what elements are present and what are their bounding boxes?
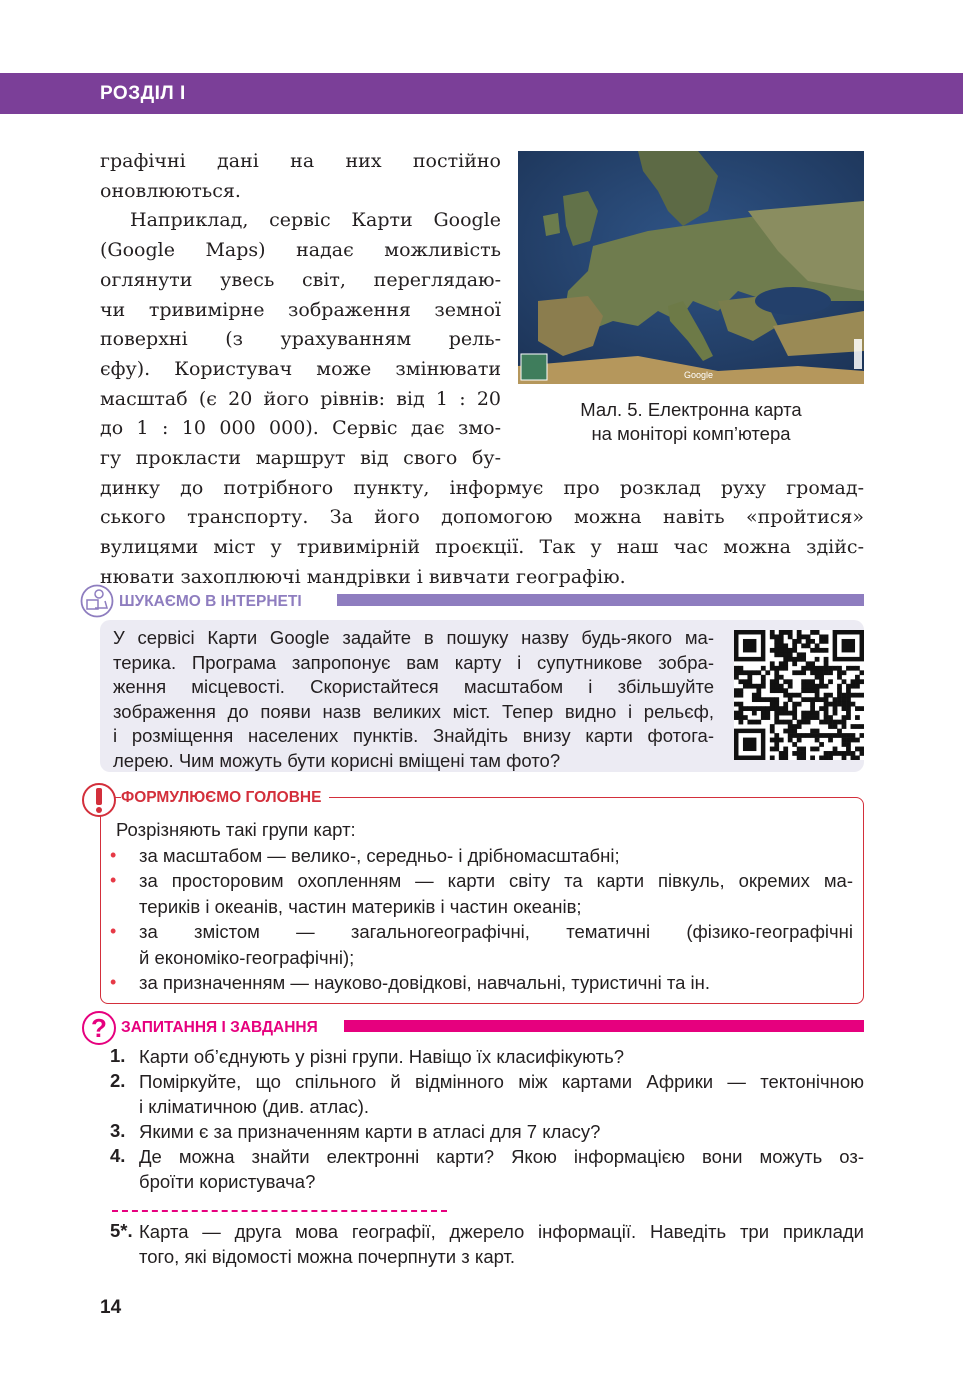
question-line: і кліматичною (див. атлас). [139, 1096, 370, 1117]
question-line: Карта — друга мова географії, джерело інформації. Наведіть три приклади [139, 1221, 864, 1242]
task-line: ження місцевості. Скористайтеся масштабом і збільшуйте [113, 676, 714, 697]
question-line: Де можна знайти електронні карти? Якою інформацією вони можуть оз- [139, 1146, 864, 1167]
google-watermark: Google [684, 370, 714, 380]
body-line: нювати захоплюючі мандрівки і вивчати географію. [100, 565, 626, 588]
question-line: броїти користувача? [139, 1171, 316, 1192]
body-line: оновлюються. [100, 179, 241, 202]
exclamation-icon [81, 782, 117, 818]
body-line: чи тривимірне зображення земної [100, 298, 501, 321]
bullet-marker: • [110, 921, 117, 941]
question-line: Якими є за призначенням карти в атласі для 7 класу? [139, 1121, 601, 1142]
question-line: Карти об’єднують у різні групи. Навіщо їх класифікують? [139, 1046, 625, 1067]
svg-text:?: ? [91, 1013, 107, 1043]
europe-map-graphic [518, 151, 864, 384]
task-line: лерею. Чим можуть бути корисні вміщені там фото? [113, 749, 561, 771]
bullet-marker: • [110, 870, 117, 890]
figure-caption-line1: Мал. 5. Електронна карта [580, 399, 802, 420]
page-number: 14 [100, 1297, 122, 1318]
section-rule [337, 594, 864, 606]
bullet-line: териків і океанів, частин материків і частин океанів; [139, 895, 582, 917]
section-header-bar [0, 73, 963, 114]
figure-caption-line2: на моніторі комп’ютера [591, 423, 791, 444]
body-line: гу прокласти маршрут від свого бу- [100, 447, 501, 469]
computer-user-icon [80, 584, 114, 618]
body-line: оглянути увесь світ, переглядаю- [100, 268, 501, 291]
main-idea-intro: Розрізняють такі групи карт: [116, 819, 356, 840]
question-line: Поміркуйте, що спільного й відмінного між картами Африки — тектонічною [139, 1071, 864, 1092]
question-number: 4. [110, 1145, 126, 1166]
main-idea-title: ФОРМУЛЮЄМО ГОЛОВНЕ [121, 789, 329, 807]
qr-code[interactable] [734, 630, 864, 760]
bullet-line: за масштабом — велико-, середньо- і дрібномасштабні; [139, 844, 620, 866]
question-number: 1. [110, 1045, 126, 1066]
body-line: поверхні (з урахуванням рель- [100, 328, 501, 351]
bullet-line: за просторовим охопленням — карти світу та карти півкуль, окремих ма- [139, 870, 853, 891]
task-line: терика. Програма запропонує вам карту і супутникове зобра- [113, 651, 714, 673]
body-line: графічні дані на них постійно [100, 150, 501, 172]
body-line: єфу). Користувач може змінювати [100, 357, 501, 380]
bullet-marker: • [110, 972, 117, 992]
body-line: Наприклад, сервіс Карти Google [130, 209, 501, 232]
body-line: ського транспорту. За його допомогою можна навіть «пройтися» [100, 506, 864, 529]
task-line: У сервісі Карти Google задайте в пошуку назву будь-якого ма- [113, 627, 714, 648]
section-title: РОЗДІЛ І [100, 83, 186, 104]
body-line: до 1 : 10 000 000). Сервіс дає змо- [100, 417, 501, 440]
bullet-line: за призначенням — науково-довідкові, навчальні, туристичні та ін. [139, 972, 710, 993]
task-line: зображення до появи назв великих міст. Тепер видно і рельєф, [113, 700, 714, 722]
question-number: 3. [110, 1120, 126, 1141]
internet-section-title: ШУКАЄМО В ІНТЕРНЕТІ [119, 593, 302, 610]
bullet-line: за змістом — загальногеографічні, тематичні (фізико-географічні [139, 921, 853, 942]
dashed-separator [112, 1210, 447, 1212]
bullet-marker: • [110, 845, 117, 865]
body-line: (Google Maps) надає можливість [100, 239, 501, 262]
body-line: вулицями міст у тривимірній проєкції. Так у наш час можна здійс- [100, 536, 864, 559]
section-rule [344, 1020, 864, 1032]
task-line: і розміщення населених пунктів. Знайдіть внизу карти фотога- [113, 725, 714, 746]
body-line: динку до потрібного пункту, інформує про розклад руху громад- [100, 476, 864, 499]
qr-code-icon [734, 630, 864, 760]
question-number: 2. [110, 1070, 126, 1091]
bullet-line: й економіко-географічні); [139, 946, 355, 968]
question-line: того, які відомості можна почерпнути з карт. [139, 1246, 516, 1267]
satellite-map-image [518, 151, 864, 384]
questions-title: ЗАПИТАННЯ І ЗАВДАННЯ [121, 1019, 318, 1036]
question-mark-icon [81, 1010, 117, 1046]
question-number: 5*. [110, 1220, 133, 1241]
body-line: масштаб (є 20 його рівнів: від 1 : 20 [100, 387, 501, 410]
